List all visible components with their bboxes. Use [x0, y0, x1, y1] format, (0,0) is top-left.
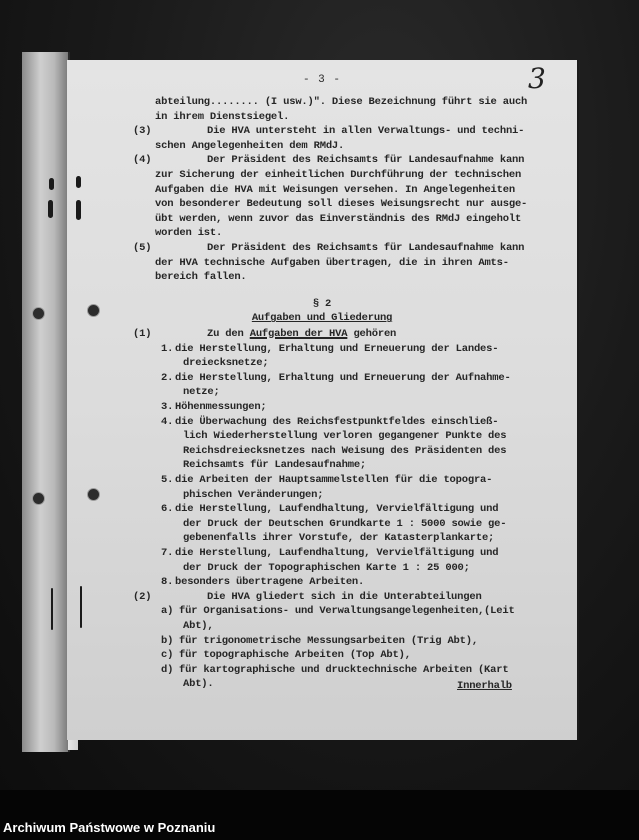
paragraph-number: (2)	[133, 590, 152, 603]
paragraph-number: (3)	[133, 125, 152, 138]
text-line: Der Präsident des Reichsamts für Landesaufnahme kann	[207, 242, 525, 254]
text-line: schen Angelegenheiten dem RMdJ.	[155, 139, 345, 152]
list-item-line: dreiecksnetze;	[183, 357, 269, 370]
punch-hole	[87, 488, 100, 501]
list-item-line: der Druck der Deutschen Grundkarte 1 : 5000 sowie ge-	[183, 517, 507, 530]
list-item-line: Abt).	[183, 678, 214, 691]
section-title: Aufgaben und Gliederung	[251, 312, 393, 325]
list-item-line: phischen Veränderungen;	[183, 488, 324, 501]
list-item-line: gebenenfalls ihrer Vorstufe, der Katasterplankarte;	[183, 532, 495, 545]
page-marker: - 3 -	[302, 74, 341, 86]
text-line: in ihrem Dienstsiegel.	[155, 110, 290, 123]
list-number: 6.	[161, 503, 174, 516]
list-item-line: für topographische Arbeiten (Top Abt),	[179, 649, 411, 662]
text-line: von besonderer Bedeutung soll dieses Weisungsrecht nur ausge-	[155, 198, 528, 211]
paragraph-intro: Zu den Aufgaben der HVA gehören	[207, 328, 397, 340]
list-item-line: Abt),	[183, 620, 214, 632]
binder-mark	[49, 178, 54, 190]
list-letter: c)	[161, 649, 174, 662]
paragraph-intro: Die HVA gliedert sich in die Unterabteilungen	[207, 590, 482, 603]
list-item-line: lich Wiederherstellung verloren gegangener Punkte des	[183, 430, 507, 443]
list-number: 5.	[161, 474, 174, 486]
text-line: bereich fallen.	[155, 271, 247, 284]
list-letter: b)	[161, 634, 174, 647]
list-number: 4.	[161, 415, 174, 428]
list-number: 2.	[161, 371, 174, 384]
paragraph-number: (1)	[133, 328, 152, 340]
catchword: Innerhalb	[457, 680, 512, 693]
list-item-line: die Herstellung, Erhaltung und Erneuerung der Landes-	[175, 342, 499, 355]
paragraph-number: (4)	[133, 154, 152, 167]
punch-hole	[32, 492, 45, 505]
list-letter: a)	[161, 605, 174, 618]
handwritten-page-number: 3	[528, 62, 546, 95]
binder-strip	[22, 52, 70, 752]
ink-mark	[76, 200, 81, 220]
list-number: 3.	[161, 401, 174, 413]
list-item-line: die Herstellung, Laufendhaltung, Vervielfältigung und	[175, 503, 499, 516]
list-item-line: für kartographische und drucktechnische Arbeiten (Kart	[179, 663, 509, 676]
list-item-line: für trigonometrische Messungsarbeiten (Trig Abt),	[179, 634, 478, 647]
binder-mark	[51, 588, 53, 630]
list-item-line: netze;	[183, 386, 220, 399]
text-line: Aufgaben die HVA mit Weisungen versehen. In Angelegenheiten	[155, 183, 515, 196]
list-item-line: die Herstellung, Laufendhaltung, Vervielfältigung und	[175, 547, 499, 559]
text-line: Der Präsident des Reichsamts für Landesaufnahme kann	[207, 154, 525, 167]
archive-credit: Archiwum Państwowe w Poznaniu	[3, 820, 216, 835]
list-item-line: besonders übertragene Arbeiten.	[175, 576, 365, 589]
text-line: Die HVA untersteht in allen Verwaltungs- und techni-	[207, 125, 525, 138]
binder-mark	[48, 200, 53, 218]
list-item-line: der Druck der Topographischen Karte 1 : 25 000;	[183, 561, 470, 574]
text-line: der HVA technische Aufgaben übertragen, die in ihren Amts-	[155, 256, 509, 269]
text-line: übt werden, wenn zuvor das Einverständnis des RMdJ eingeholt	[155, 212, 522, 225]
list-item-line: Höhenmessungen;	[175, 401, 267, 413]
punch-hole	[32, 307, 45, 320]
document-page	[67, 60, 577, 740]
text-line: zur Sicherung der einheitlichen Durchführung der technischen	[155, 169, 522, 181]
list-letter: d)	[161, 663, 174, 676]
underlined-phrase: Aufgaben der HVA	[249, 328, 348, 340]
list-item-line: die Arbeiten der Hauptsammelstellen für die topogra-	[175, 474, 493, 486]
paragraph-number: (5)	[133, 242, 152, 254]
list-number: 8.	[161, 576, 174, 589]
list-number: 1.	[161, 342, 174, 355]
list-item-line: Reichsdreiecksnetzes nach Weisung des Präsidenten des	[183, 444, 507, 457]
list-item-line: die Überwachung des Reichsfestpunktfeldes einschließ-	[175, 415, 499, 428]
ink-mark	[80, 586, 82, 628]
list-item-line: für Organisations- und Verwaltungsangelegenheiten,(Leit	[179, 605, 515, 618]
list-number: 7.	[161, 547, 174, 559]
list-item-line: die Herstellung, Erhaltung und Erneuerung der Aufnahme-	[175, 371, 511, 384]
ink-mark	[76, 176, 81, 188]
text-line: worden ist.	[155, 227, 223, 240]
section-number: § 2	[312, 297, 332, 310]
text-line: abteilung........ (I usw.)". Diese Bezeichnung führt sie auch	[155, 96, 528, 108]
list-item-line: Reichsamts für Landesaufnahme;	[183, 459, 367, 472]
